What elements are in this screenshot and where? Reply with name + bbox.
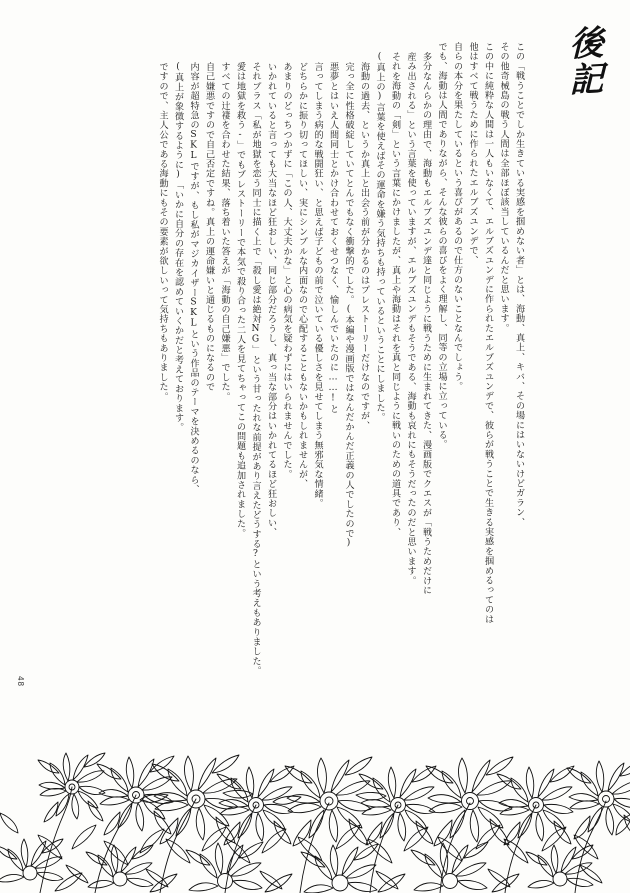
- text-column: 自己嫌悪ですので自己否定ですね。真上の運命嫌いと通じるものになるので: [204, 62, 214, 392]
- text-column: 自らの本分を果たしているという喜びがあるので仕方のないことなんでしょう。: [452, 42, 462, 392]
- text-column: (真上が象徴するように)「いかに自分の存在を認めていくかだと考えております。: [173, 62, 183, 433]
- text-column: いかれていると言っても大当なほど狂おしい、同じ部分だろうし、真っ当な部分はいかれてるほど狂おしい、: [266, 62, 276, 538]
- text-column: でも、海動は人間でありながら、そんな彼らの喜びをよく理解し、同等の立場に立っている。: [436, 42, 447, 450]
- text-column: 内容が超特急のSKLですが、もし私がマジカイザーSKLという作品のテーマを決めるのなら、: [188, 62, 199, 495]
- text-column: 言ってしまう病的な戦闘狂い、と思えば子どもの前で泣いている優しさを見せてしまう無邪気な情緒。: [312, 62, 323, 509]
- text-column: (真上の)言葉を使えばその運命を嫌う気持ちも持っているということにしました。: [374, 52, 385, 423]
- text-column: どちらかに振り切ってほしい、実にシンプルな内面なので心配することもないかもしれませんが、: [297, 62, 307, 489]
- afterword-heading-text: 後記: [563, 24, 603, 99]
- text-column: 完っ全に性格破綻していてとんでもなく衝撃的でした。(本編や漫画版ではなんだかんだ正義の人でしたので): [343, 62, 354, 549]
- text-column: ですので、主人公である海動にもその要素が欲しいって気持ちもありました。: [157, 62, 168, 402]
- text-column: 他はすべて戦うために作られたエルブズユンデで、: [467, 42, 478, 266]
- text-column: 愛は地獄を救う-」でもブレストーリーで本気で殺り合った二人を見てちゃってこの問題も追加されました。: [235, 62, 245, 539]
- text-column: 多分なんらかの理由で、海動もエルブズユンデ達と同じように戦うために生まれてきた、漫画版でクエスが「戦うためだけに: [421, 52, 431, 596]
- text-column: その他奇械島の戦う人間は全部ほぼ該当しているんだと思います。: [498, 42, 509, 333]
- text-column: この中に純粋な人間は一人もいなくて、エルブズユンデに作られたエルブズユンデで、彼らが戦うことで生きる実感を掴めるってのは: [483, 42, 493, 624]
- text-column: 悪夢とはいえ人間同士とかけ合わせておくせつなく、愉しんでいたのに……!と: [328, 62, 338, 414]
- text-column: 産み出される」という言葉を使っていますが、エルブズユンデもそうである、海動も哀れにもそうだったのだと思います。: [405, 52, 416, 586]
- chrysanthemum-border-illustration: [0, 683, 630, 893]
- page-number: 48: [16, 676, 25, 687]
- afterword-body: [60, 42, 526, 676]
- text-column: すべての辻褄を合わせた結果、落ち着いた答えが「海動の自己嫌悪」でした。: [219, 62, 230, 402]
- text-column: 海動の過去、というか真上と出会う前が分かるのはプレストーリーだけなのですが、: [359, 62, 369, 431]
- text-column: この「戦うことでしか生きている実感を掴めない者」とは、海動、真上、キバ、その場にはいないけどガラン、: [514, 42, 524, 527]
- text-column: それプラス「私が地獄を恋う同士に描く上で「殺し愛は絶対NG」という甘ったれな前提があり言えたどうする?という考えもありました。: [250, 62, 261, 676]
- afterword-heading: [532, 26, 608, 144]
- text-column: それを海動の「剣」という言葉にかけましたが、真上や海動はそれを真と同じように戦いのための道具であり、: [390, 52, 400, 537]
- text-column: あまりのどっちつかずに「この人、大丈夫かな」と心の病気を疑わずにはいられませんでした。: [281, 62, 292, 480]
